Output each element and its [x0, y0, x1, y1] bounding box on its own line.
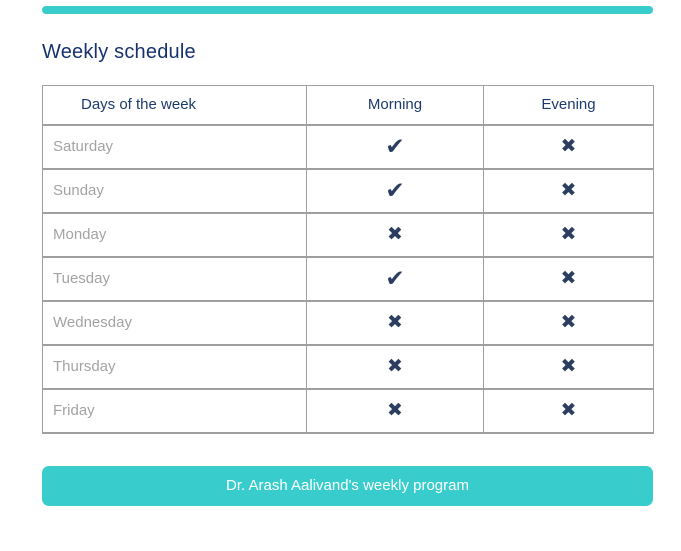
table-row [43, 125, 654, 169]
evening-cell [484, 345, 654, 389]
check-icon: ✔ [385, 132, 405, 159]
day-label: Friday [43, 389, 307, 433]
table-row [43, 389, 654, 433]
cross-icon: ✖ [387, 399, 403, 421]
morning-cell [307, 169, 484, 213]
morning-cell [307, 257, 484, 301]
morning-cell [307, 389, 484, 433]
evening-cell [484, 125, 654, 169]
schedule-table-body [43, 125, 654, 433]
cross-icon: ✖ [560, 223, 577, 245]
morning-cell [307, 213, 484, 257]
top-accent-bar [42, 6, 653, 14]
day-label: Monday [43, 213, 307, 257]
morning-cell [307, 301, 484, 345]
cross-icon: ✖ [387, 311, 403, 333]
morning-cell [307, 345, 484, 389]
cross-icon: ✖ [560, 135, 577, 157]
table-row [43, 169, 654, 213]
check-icon: ✔ [385, 264, 405, 291]
day-label: Wednesday [43, 301, 307, 345]
table-row [43, 301, 654, 345]
cross-icon: ✖ [560, 399, 577, 421]
cross-icon: ✖ [560, 355, 577, 377]
check-icon: ✔ [385, 176, 405, 203]
day-label: Tuesday [43, 257, 307, 301]
table-row [43, 213, 654, 257]
day-label: Sunday [43, 169, 307, 213]
evening-cell [484, 389, 654, 433]
evening-cell [484, 257, 654, 301]
cross-icon: ✖ [560, 179, 577, 201]
column-header-days: Days of the week [43, 86, 307, 125]
evening-cell [484, 213, 654, 257]
cross-icon: ✖ [560, 311, 577, 333]
table-header-row [43, 86, 654, 125]
day-label: Saturday [43, 125, 307, 169]
weekly-program-button[interactable]: Dr. Arash Aalivand's weekly program [42, 466, 653, 506]
table-row [43, 345, 654, 389]
table-row [43, 257, 654, 301]
cross-icon: ✖ [387, 355, 403, 377]
cross-icon: ✖ [560, 267, 577, 289]
evening-cell [484, 301, 654, 345]
page-title: Weekly schedule [42, 41, 196, 63]
column-header-morning: Morning [307, 86, 484, 125]
evening-cell [484, 169, 654, 213]
column-header-evening: Evening [484, 86, 654, 125]
cross-icon: ✖ [387, 223, 403, 245]
day-label: Thursday [43, 345, 307, 389]
morning-cell [307, 125, 484, 169]
weekly-schedule-table [42, 85, 654, 434]
